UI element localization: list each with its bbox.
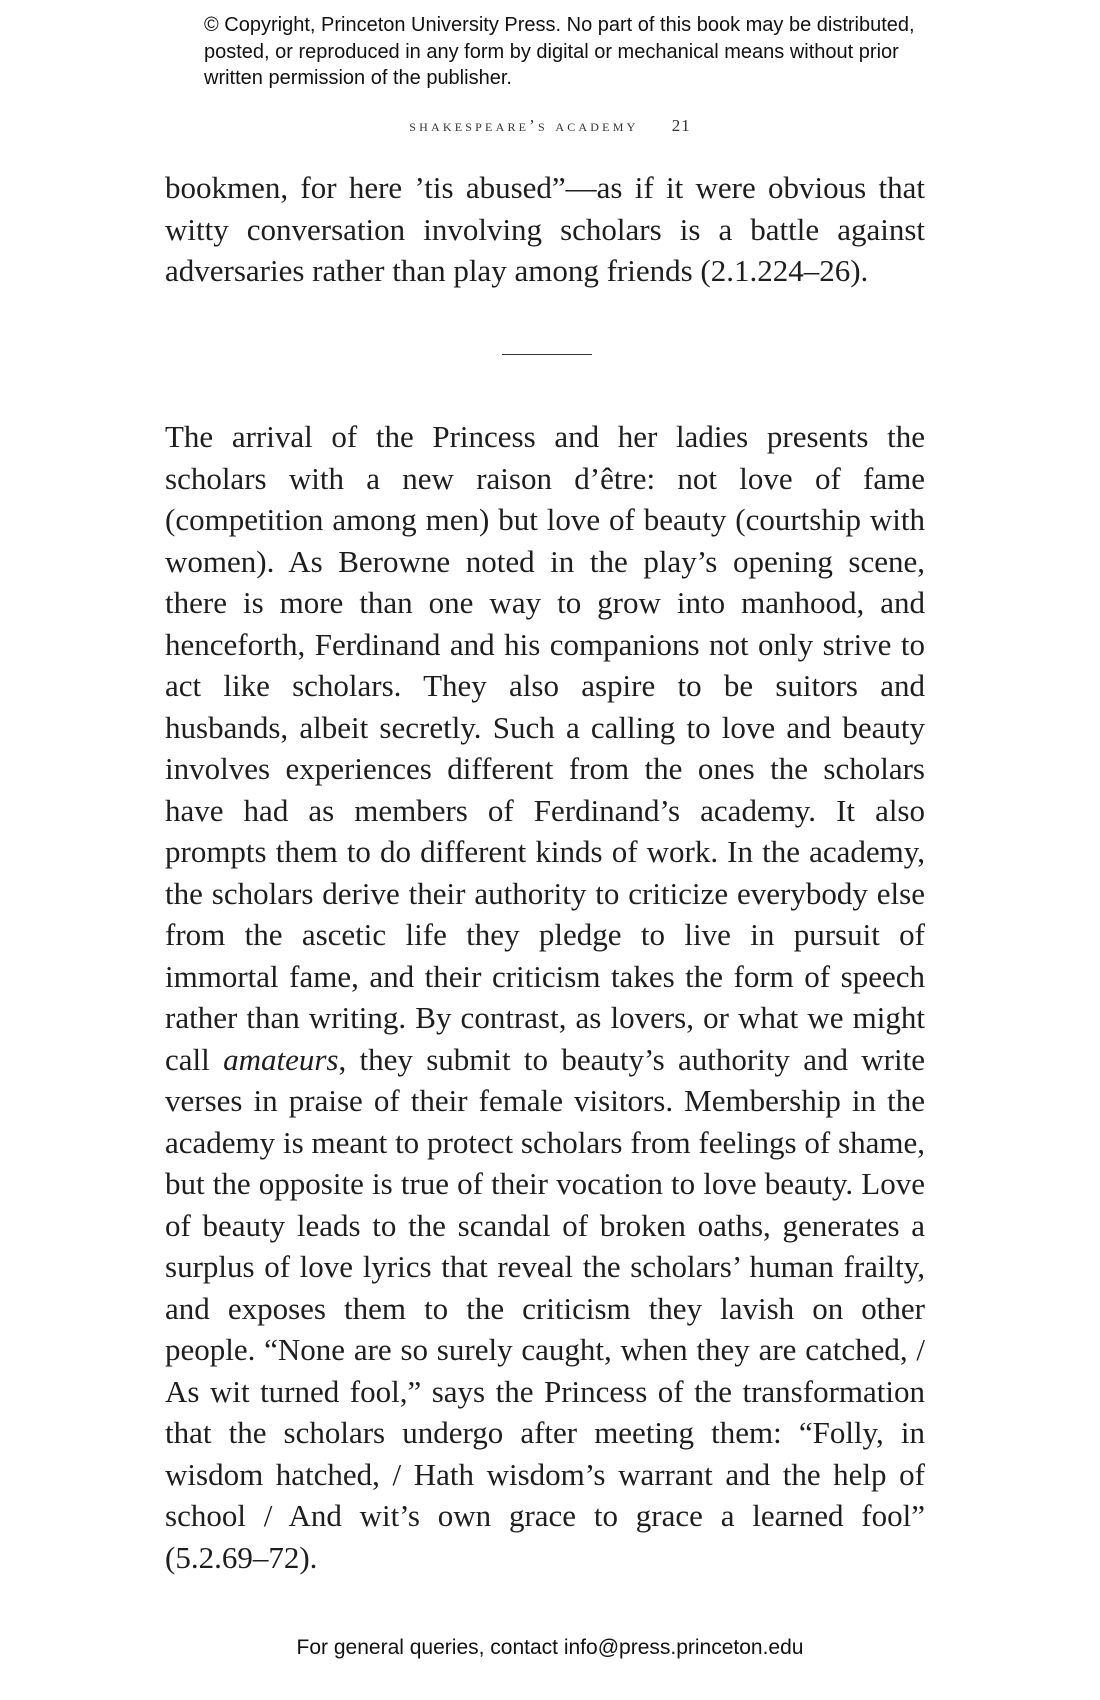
paragraph-text-part-2: , they submit to beauty’s authority and write verses in praise of their female visitors. Membership in the academy is meant to protect scholars from feelings of shame, but the opposite is true of their vocation to love beauty. Love of beauty leads to the scandal of broken oaths, generates a surplus of love lyrics that reveal the scholars’ human frailty, and exposes them to the criticism they lavish on other people. “None are so surely caught, when they are catched, / As wit turned fool,” says the Princess of the transformation that the scholars undergo after meeting them: “Folly, in wisdom hatched, / Hath wisdom’s warrant and the help of school / And wit’s own grace to grace a learned fool” (5.2.69–72). <box>165 1041 925 1575</box>
italic-term: amateurs <box>223 1041 339 1077</box>
running-head <box>0 116 1100 136</box>
paragraph-text-part-1: The arrival of the Princess and her ladies presents the scholars with a new raison d’être: not love of fame (competition among men) but love of beauty (courtship with women). As Berowne noted in the play’s opening scene, there is more than one way to grow into manhood, and henceforth, Ferdinand and his companions not only strive to act like scholars. They also aspire to be suitors and husbands, albeit secretly. Such a calling to love and beauty involves experiences different from the ones the scholars have had as members of Ferdinand’s academy. It also prompts them to do different kinds of work. In the academy, the scholars derive their authority to criticize everybody else from the ascetic life they pledge to live in pursuit of immortal fame, and their criticism takes the form of speech rather than writing. By contrast, as lovers, or what we might call <box>165 419 925 1077</box>
footer-contact: For general queries, contact info@press.princeton.edu <box>296 1636 804 1659</box>
paragraph-main <box>165 416 925 1578</box>
paragraph-continuation: bookmen, for here ’tis abused”—as if it were obvious that witty conversation involving scholars is a battle against adversaries rather than play among friends (2.1.224–26). <box>165 170 925 288</box>
page-number: 21 <box>671 116 691 135</box>
running-head-title: shakespeare’s academy <box>409 116 639 135</box>
section-break-rule <box>502 354 592 355</box>
copyright-notice: © Copyright, Princeton University Press. No part of this book may be distributed, posted, or reproduced in any form by digital or mechanical means without prior written permission of the publisher. <box>204 14 915 89</box>
